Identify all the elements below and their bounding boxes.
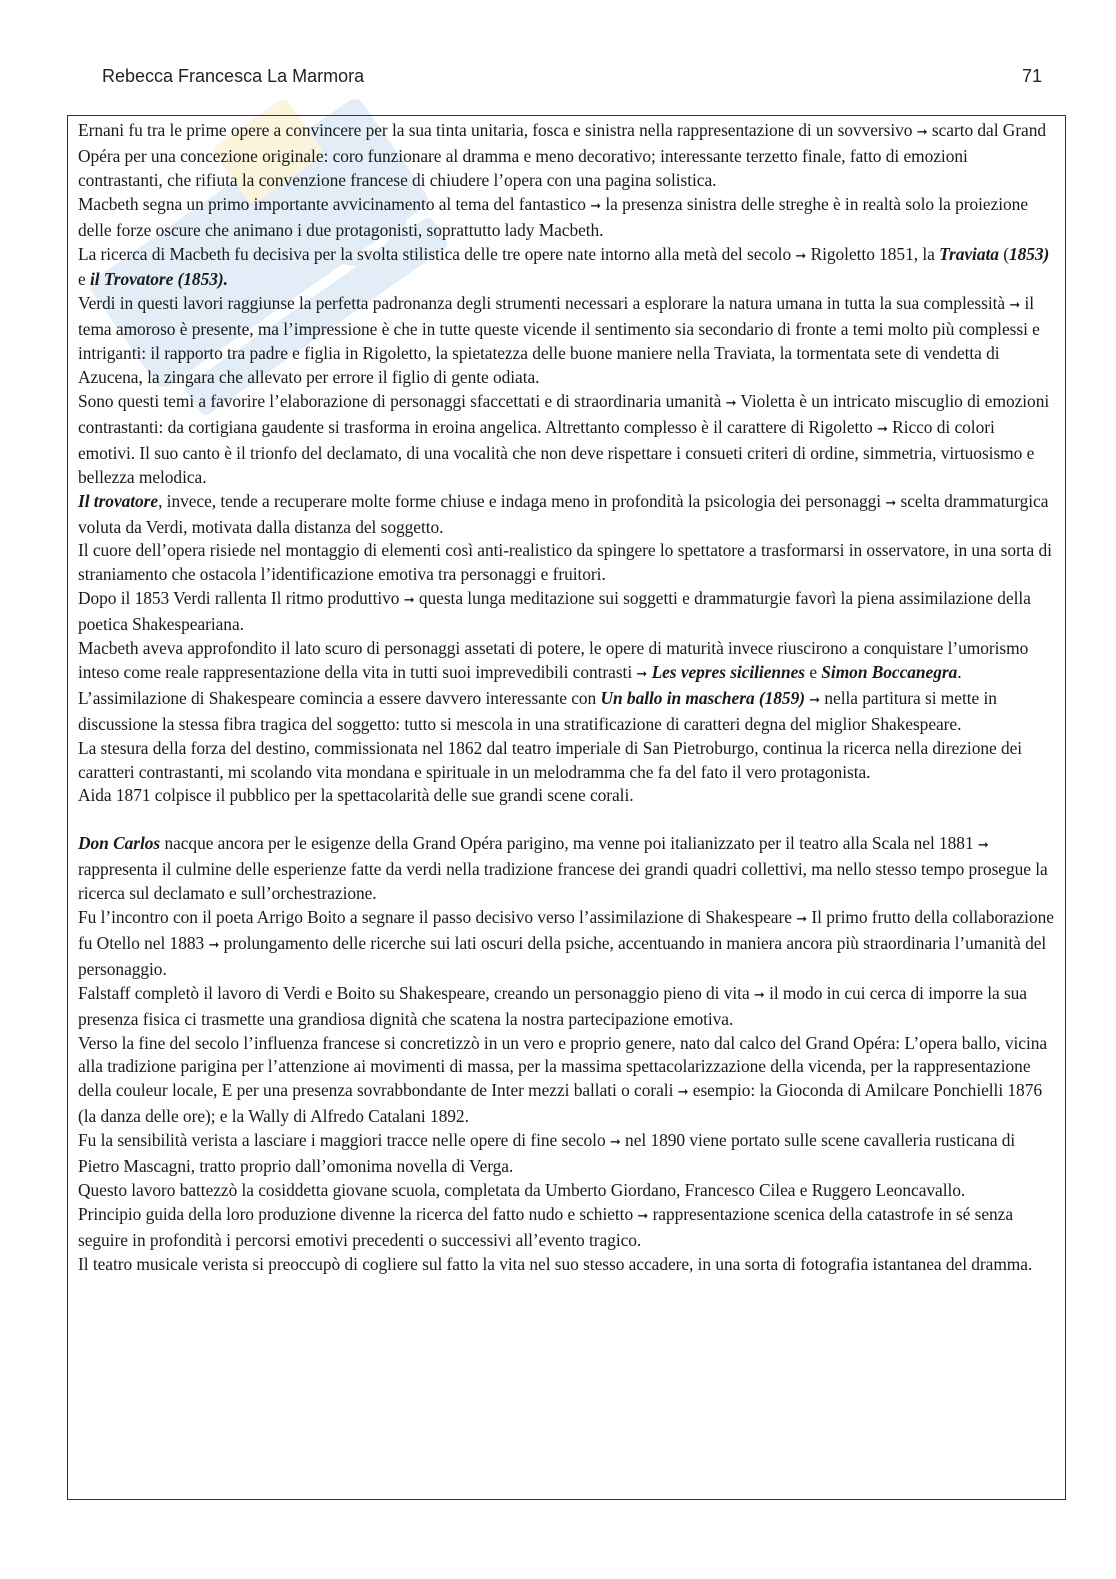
- text-run: Questo lavoro battezzò la cosiddetta giovane scuola, completata da Umberto Giordano, Francesco Cilea e Ruggero Leoncavallo.: [78, 1179, 966, 1200]
- paragraph: [78, 687, 1056, 737]
- text-run: prolungamento delle ricerche sui lati oscuri della psiche, accentuando in maniera ancora più straordinaria l’umanità del personaggio.: [78, 932, 1047, 979]
- arrow-right-icon: ➞: [753, 987, 765, 1003]
- text-run: nel 1890 viene portato sulle scene cavalleria rusticana di Pietro Mascagni, tratto proprio dall’omonima novella di Verga.: [78, 1130, 1016, 1177]
- text-run: Verso la fine del secolo l’influenza francese si concretizzò in un vero e proprio genere, nato dal calco del Grand Opéra: L’opera ballo, vicina alla tradizione parigina per l’attenzione ai movimenti di massa, per la massima spettacolarizzazione della vicenda, per la rappresentazione della couleur locale, E per una presenza sovrabbondante de Inter mezzi ballati o corali: [78, 1032, 1048, 1101]
- text-run: Macbeth segna un primo importante avvicinamento al tema del fantastico: [78, 193, 591, 214]
- arrow-right-icon: ➞: [977, 838, 989, 854]
- text-run: Il primo frutto della collaborazione fu Otello nel 1883: [78, 906, 1054, 953]
- text-run: Violetta è un intricato miscuglio di emozioni contrastanti: da cortigiana gaudente si trasforma in eroina angelica. Altrettanto complesso è il carattere di Rigoletto: [78, 390, 1050, 437]
- author-name: Rebecca Francesca La Marmora: [102, 66, 365, 86]
- paragraph-spacer: [78, 808, 1056, 832]
- arrow-right-icon: ➞: [877, 421, 888, 437]
- text-run: Sono questi temi a favorire l’elaborazione di personaggi sfaccettati e di straordinaria umanità: [78, 390, 726, 411]
- text-run: Dopo il 1853 Verdi rallenta Il ritmo produttivo: [78, 588, 404, 609]
- emphasized-title: il Trovatore (1853).: [89, 269, 228, 290]
- paragraph: [78, 193, 1056, 243]
- paragraph: [78, 1253, 1056, 1277]
- paragraph: [78, 1203, 1056, 1253]
- text-run: rappresenta il culmine delle esperienze fatte da verdi nella tradizione francese dei grandi quadri collettivi, ma nello stesso tempo prosegue la ricerca sul declamato e sull’orchestrazione.: [78, 859, 1048, 904]
- paragraph: [78, 784, 1056, 808]
- text-run: esempio: la Gioconda di Amilcare Ponchielli 1876 (la danza delle ore); e la Wally di Alfredo Catalani 1892.: [78, 1080, 1042, 1127]
- paragraph: [78, 490, 1056, 540]
- arrow-right-icon: ➞: [725, 395, 737, 411]
- text-run: Il cuore dell’opera risiede nel montaggio di elementi così anti-realistico da spingere lo spettatore a trasformarsi in osservatore, in una sorta di straniamento che ostacola l’identificazione emotiva tra personaggi e fruitori.: [78, 540, 1052, 585]
- text-run: Ernani fu tra le prime opere a convincere per la sua tinta unitaria, fosca e sinistra nella rappresentazione di un sovversivo: [78, 120, 917, 140]
- text-run: Il teatro musicale verista si preoccupò di cogliere sul fatto la vita nel suo stesso accadere, in una sorta di fotografia istantanea del dramma.: [78, 1253, 1033, 1274]
- arrow-right-icon: ➞: [637, 1208, 649, 1224]
- text-run: Fu l’incontro con il poeta Arrigo Boito a segnare il passo decisivo verso l’assimilazione di Shakespeare: [78, 906, 797, 927]
- paragraph: [78, 390, 1056, 490]
- paragraph: [78, 292, 1056, 390]
- text-run: , invece, tende a recuperare molte forme chiuse e indaga meno in profondità la psicologia dei personaggi: [158, 490, 886, 511]
- emphasized-title: Simon Boccanegra: [821, 661, 958, 682]
- arrow-right-icon: ➞: [609, 1135, 621, 1151]
- arrow-right-icon: ➞: [403, 593, 415, 609]
- text-run: Verdi in questi lavori raggiunse la perfetta padronanza degli strumenti necessari a esplorare la natura umana in tutta la sua complessità: [78, 293, 1010, 314]
- arrow-right-icon: ➞: [885, 495, 897, 511]
- text-run: la presenza sinistra delle streghe è in realtà solo la proiezione delle forze oscure che animano i due protagonisti, soprattutto lady Macbeth.: [78, 193, 1028, 240]
- text-run: questa lunga meditazione sui soggetti e drammaturgie favorì la piena assimilazione della poetica Shakespeariana.: [78, 588, 1031, 635]
- arrow-right-icon: ➞: [636, 666, 648, 682]
- paragraph: [78, 119, 1056, 193]
- emphasized-title: Un ballo in maschera (1859): [600, 687, 805, 708]
- text-run: nacque ancora per le esigenze della Grand Opéra parigino, ma venne poi italianizzato per il teatro alla Scala nel 1881: [160, 833, 978, 854]
- text-run: La stesura della forza del destino, commissionata nel 1862 dal teatro imperiale di San Pietroburgo, continua la ricerca nella direzione dei caratteri contrastanti, mi scolando vita mondana e spirituale in un melodramma che fa del fato il vero protagonista.: [78, 737, 1023, 782]
- text-run: il tema amoroso è presente, ma l’impressione è che in tutte queste vicende il sentimento sia secondario di fronte a temi molto più complessi e intriganti: il rapporto tra padre e figlia in Rigoletto, la spietatezza delle buone maniere nella Traviata, la tormentata sete di vendetta di Azucena, la zingara che allevato per errore il figlio di gente odiata.: [78, 293, 1040, 388]
- emphasized-title: Don Carlos: [78, 833, 161, 854]
- text-run: Principio guida della loro produzione divenne la ricerca del fatto nudo e schietto: [78, 1203, 638, 1224]
- paragraph: [78, 539, 1056, 587]
- paragraph: [78, 832, 1056, 906]
- text-run: .: [957, 661, 962, 682]
- paragraph: [78, 1129, 1056, 1179]
- page-number: 71: [1021, 66, 1042, 86]
- text-run: Aida 1871 colpisce il pubblico per la spettacolarità delle sue grandi scene corali.: [78, 785, 634, 806]
- paragraph: [78, 637, 1056, 687]
- emphasized-title: Traviata: [939, 243, 999, 264]
- text-run: e: [78, 269, 90, 290]
- text-run: e: [805, 661, 822, 682]
- arrow-right-icon: ➞: [677, 1085, 689, 1101]
- text-run: nella partitura si mette in discussione la stessa fibra tragica del soggetto: tutto si mescola in una stratificazione di caratteri degna del miglior Shakespeare.: [78, 687, 997, 734]
- paragraph: [78, 1179, 1056, 1203]
- paragraph: [78, 906, 1056, 982]
- arrow-right-icon: ➞: [1009, 298, 1021, 314]
- emphasized-title: 1853): [1008, 243, 1050, 264]
- paragraph: [78, 243, 1056, 293]
- text-run: scelta drammaturgica voluta da Verdi, motivata dalla distanza del soggetto.: [78, 490, 1049, 537]
- text-run: (: [998, 243, 1009, 264]
- text-run: L’assimilazione di Shakespeare comincia a essere davvero interessante con: [78, 687, 601, 708]
- text-run: Fu la sensibilità verista a lasciare i maggiori tracce nelle opere di fine secolo: [78, 1130, 610, 1151]
- arrow-right-icon: ➞: [916, 125, 928, 140]
- emphasized-title: Les vepres siciliennes: [651, 661, 806, 682]
- paragraph: [78, 587, 1056, 637]
- content-box: [67, 115, 1066, 1500]
- text-run: rappresentazione scenica della catastrofe in sé senza seguire in profondità i percorsi emotivi precedenti o successivi all’evento tragico.: [78, 1203, 1013, 1250]
- arrow-right-icon: ➞: [809, 692, 821, 708]
- text-run: Falstaff completò il lavoro di Verdi e Boito su Shakespeare, creando un personaggio pieno di vita: [78, 982, 754, 1003]
- arrow-right-icon: ➞: [796, 911, 808, 927]
- paragraph: [78, 737, 1056, 785]
- paragraph: [78, 982, 1056, 1032]
- arrow-right-icon: ➞: [208, 937, 220, 953]
- page-header: [102, 66, 1042, 94]
- text-run: Macbeth aveva approfondito il lato scuro di personaggi assetati di potere, le opere di maturità invece riuscirono a conquistare l’umorismo inteso come reale rappresentazione della vita in tutti suoi imprevedibili contrasti: [78, 638, 1029, 682]
- text-run: Ricco di colori emotivi. Il suo canto è il trionfo del declamato, di una vocalità che non deve rispettare i consueti criteri di ordine, simmetria, virtuosismo e bellezza melodica.: [78, 416, 1035, 487]
- text-run: il modo in cui cerca di imporre la sua presenza fisica ci trasmette una grandiosa dignità che scatena la nostra partecipazione emotiva.: [78, 982, 1027, 1029]
- emphasized-title: Il trovatore: [78, 490, 159, 511]
- arrow-right-icon: ➞: [590, 198, 602, 214]
- text-run: La ricerca di Macbeth fu decisiva per la svolta stilistica delle tre opere nate intorno alla metà del secolo: [78, 243, 796, 264]
- paragraph: [78, 1032, 1056, 1130]
- arrow-right-icon: ➞: [795, 248, 807, 264]
- text-run: Rigoletto 1851, la: [806, 243, 940, 264]
- text-run: scarto dal Grand Opéra per una concezione originale: coro funzionare al dramma e meno decorativo; interessante terzetto finale, fatto di emozioni contrastanti, che rifiuta la convenzione francese di chiudere l’opera con una pagina solistica.: [78, 120, 1047, 190]
